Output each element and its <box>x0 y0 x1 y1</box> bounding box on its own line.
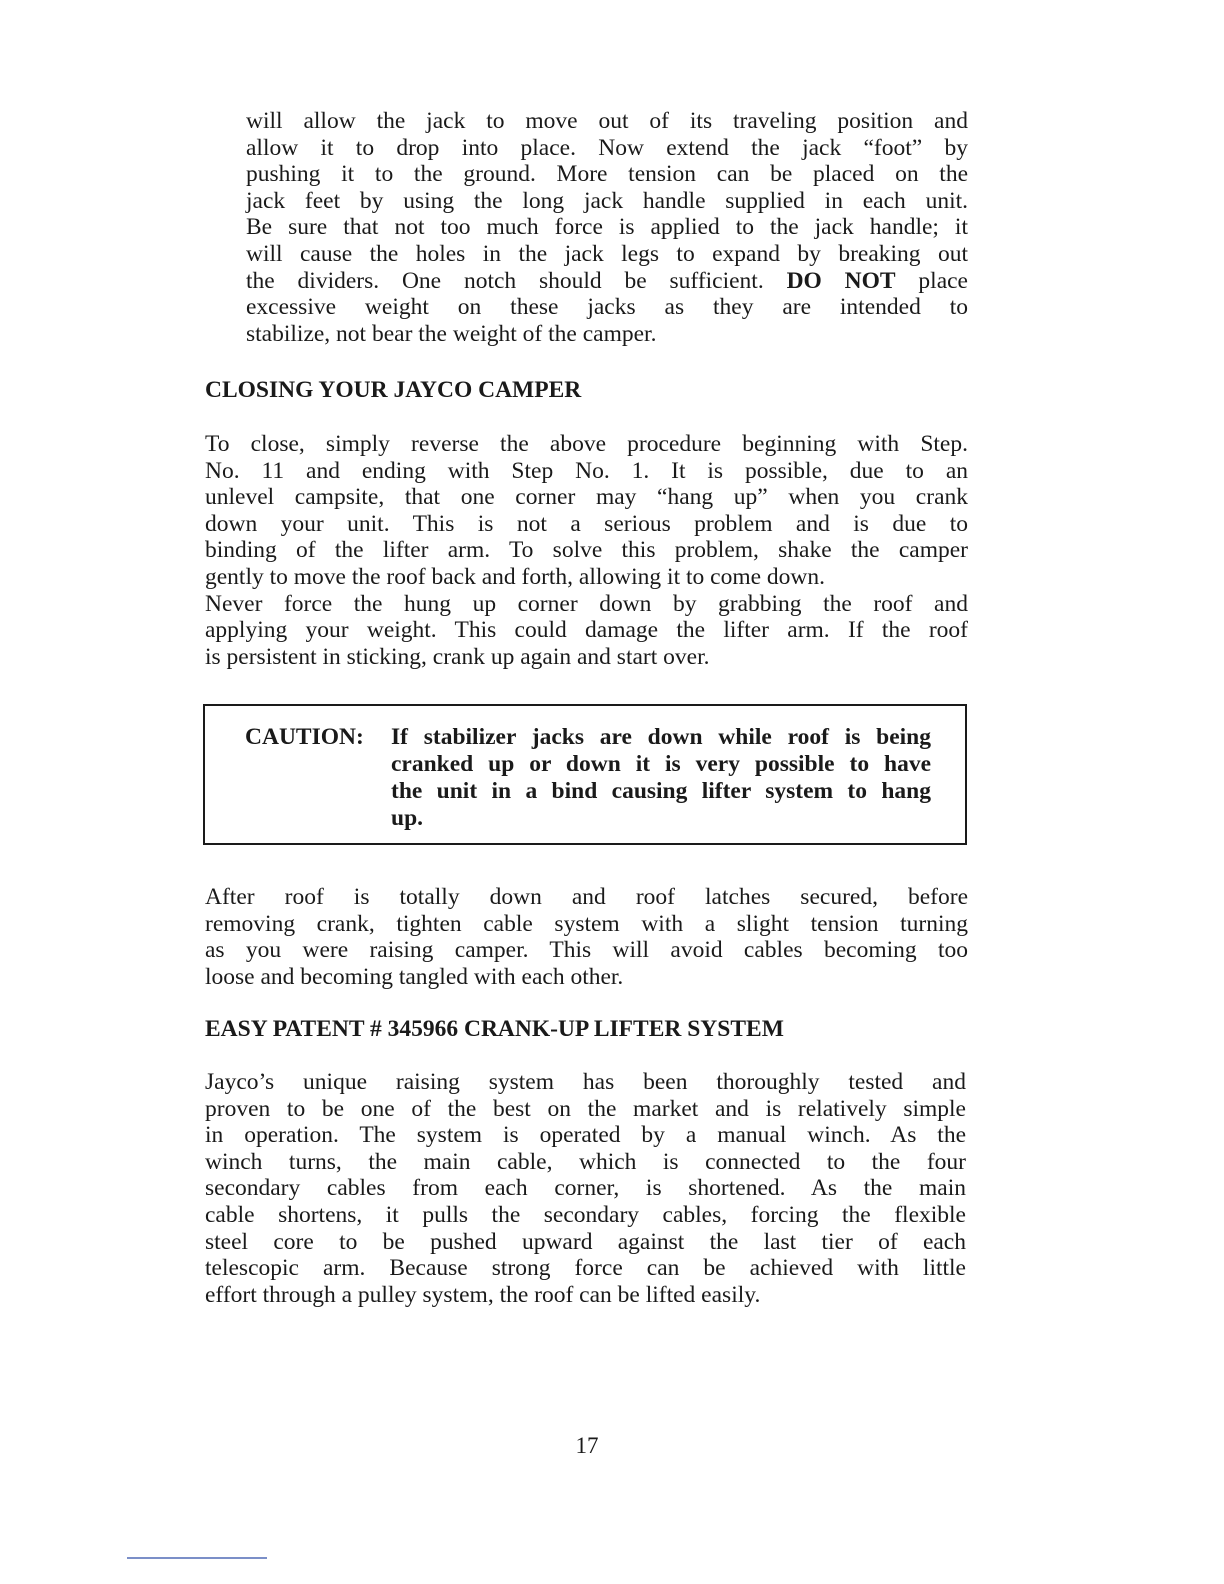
paragraph-line: allow it to drop into place. Now extend the jack “foot” by <box>246 134 968 161</box>
paragraph-line: will cause the holes in the jack legs to expand by breaking out <box>246 240 968 267</box>
paragraph-line: will allow the jack to move out of its traveling position and <box>246 108 968 134</box>
paragraph-line: in operation. The system is operated by a manual winch. As the <box>205 1122 966 1149</box>
paragraph-line: unlevel campsite, that one corner may “hang up” when you crank <box>205 484 968 511</box>
line-text: the dividers. One notch should be sufficient. <box>246 267 764 294</box>
paragraph-line: loose and becoming tangled with each other. <box>205 963 624 990</box>
paragraph-line: binding of the lifter arm. To solve this problem, shake the camper <box>205 537 968 564</box>
paragraph-line: cable shortens, it pulls the secondary cables, forcing the flexible <box>205 1201 966 1228</box>
paragraph-line: Never force the hung up corner down by grabbing the roof and <box>205 590 968 617</box>
caution-line: the unit in a bind causing lifter system to hang <box>391 778 931 804</box>
paragraph-lifter-system <box>205 1069 966 1308</box>
caution-label: CAUTION: <box>245 724 364 750</box>
do-not-emphasis: DO NOT <box>786 267 896 294</box>
paragraph-line: secondary cables from each corner, is shortened. As the main <box>205 1175 966 1202</box>
paragraph-line: applying your weight. This could damage the lifter arm. If the roof <box>205 617 968 644</box>
caution-box <box>203 704 967 845</box>
paragraph-line: telescopic arm. Because strong force can be achieved with little <box>205 1255 966 1282</box>
paragraph-line: removing crank, tighten cable system with a slight tension turning <box>205 910 968 937</box>
paragraph-line: winch turns, the main cable, which is connected to the four <box>205 1148 966 1175</box>
caution-line: cranked up or down it is very possible to have <box>391 751 931 777</box>
page-number: 17 <box>575 1433 599 1458</box>
paragraph-line: gently to move the roof back and forth, allowing it to come down. <box>205 563 825 590</box>
paragraph-line: proven to be one of the best on the market and is relatively simple <box>205 1095 966 1122</box>
footer-rule <box>127 1557 267 1559</box>
paragraph-line: After roof is totally down and roof latches secured, before <box>205 884 968 910</box>
paragraph-line: excessive weight on these jacks as they are intended to <box>246 294 968 321</box>
paragraph-line: effort through a pulley system, the roof can be lifted easily. <box>205 1281 761 1308</box>
caution-line: up. <box>391 805 424 831</box>
paragraph-closing-instructions <box>205 431 968 670</box>
paragraph-after-roof <box>205 884 968 990</box>
caution-text <box>391 724 931 832</box>
paragraph-line: To close, simply reverse the above procedure beginning with Step. <box>205 431 968 457</box>
heading-closing-camper: CLOSING YOUR JAYCO CAMPER <box>205 377 582 403</box>
paragraph-line: as you were raising camper. This will avoid cables becoming too <box>205 937 968 964</box>
paragraph-line: Be sure that not too much force is applied to the jack handle; it <box>246 214 968 241</box>
paragraph-line: is persistent in sticking, crank up again and start over. <box>205 643 710 670</box>
paragraph-line: jack feet by using the long jack handle supplied in each unit. <box>246 187 968 214</box>
heading-lifter-system: EASY PATENT # 345966 CRANK-UP LIFTER SYSTEM <box>205 1016 784 1042</box>
paragraph-line: Jayco’s unique raising system has been thoroughly tested and <box>205 1069 966 1095</box>
paragraph-line: stabilize, not bear the weight of the camper. <box>246 320 657 347</box>
line-text: place <box>918 267 968 294</box>
paragraph-line: down your unit. This is not a serious problem and is due to <box>205 510 968 537</box>
paragraph-line: steel core to be pushed upward against the last tier of each <box>205 1228 966 1255</box>
caution-line: If stabilizer jacks are down while roof is being <box>391 724 931 750</box>
paragraph-line: pushing it to the ground. More tension can be placed on the <box>246 161 968 188</box>
paragraph-line: No. 11 and ending with Step No. 1. It is possible, due to an <box>205 457 968 484</box>
paragraph-line-with-emphasis <box>246 268 968 295</box>
paragraph-jack-instructions <box>246 108 968 347</box>
